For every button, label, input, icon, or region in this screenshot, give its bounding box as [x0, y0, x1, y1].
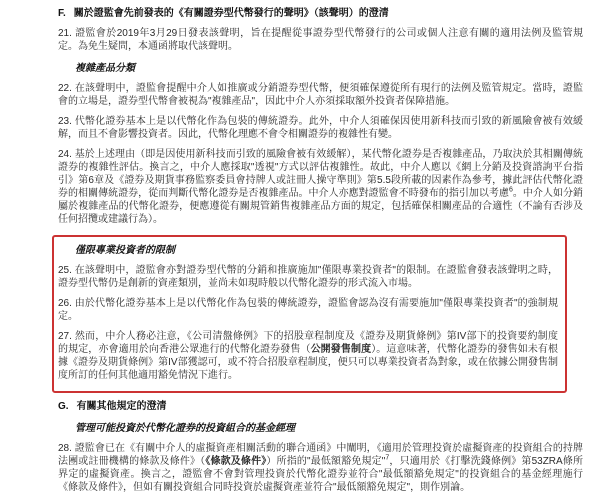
paragraph-21: 21. 證監會於2019年3月29日發表該聲明，旨在提醒從事證券型代幣發行的公司或個人注意有關的適用法例及監管規定。為免生疑問，本通函將取代該聲明。: [58, 28, 583, 52]
section-f-heading: [58, 7, 583, 20]
text-run: 27. 然而，中介人務必注意，《公司清盤條例》下的招股章程制度及《證券及期貨條例》第IV部下的投資要約制度的規定，亦會適用於向香港公眾進行的代幣化證券發售（: [58, 331, 558, 355]
highlight-box: [52, 235, 567, 393]
subheading-professional-investors-restriction: 僅限專業投資者的限制: [75, 245, 175, 256]
paragraph-24: [58, 148, 583, 226]
text-run: ，只適用於《打擊洗錢條例》第53ZRA條所界定的虛擬資產。換言之，證監會不會對管理投資於代幣化證券並符合"最低額豁免規定"的投資組合的基金經理施行《條款及條件》，但如有關投資組合同時投資於虛擬資產並符合"最低額豁免規定"，則作別論。: [58, 456, 584, 493]
section-f-number: F.: [58, 8, 66, 19]
text-run: ）所指的"最低額豁免規定": [266, 456, 386, 467]
section-g-number: G.: [58, 401, 69, 412]
text-run: 28. 證監會已在《有關中介人的虛擬資產相關活動的聯合通函》中闡明，《適用於管理投資於虛擬資產的投資組合的持牌法團或註冊機構的條款及條件》（: [58, 443, 583, 467]
text-run: ）。這意味著，代幣化證券的發售如未有根據《證券及期貨條例》第IV部獲認可，或不符合招股章程制度，便只可以專業投資者為對象，或在依據公開發售制度所訂的任何其他適用豁免情況下進行。: [58, 344, 559, 381]
section-g-title: 有關其他規定的澄清: [76, 401, 167, 412]
footnote-reference: 6: [508, 186, 513, 194]
paragraph-27: [58, 330, 558, 382]
section-g-heading: [58, 400, 583, 413]
paragraph-28: [58, 442, 583, 494]
text-run: 24. 基於上述理由（即是因使用新科技而引致的風險會被有效緩解），某代幣化證券是否複雜產品，乃取決於其相關傳統證券的複雜性評估。換言之，中介人應採取"透視"方式以評估複雜性。故此，中介人應以《網上分銷及投資諮詢平台指引》第6章及《證券及期貨事務監察委員會持牌人或註冊人操守準則》第5.5段所載的因素作為參考，據此評估代幣化證券的相關傳統證券，從而判斷代幣化證券是否複雜產品。中介人亦應對證監會不時發布的指引加以考慮: [58, 149, 583, 199]
subheading-complex-products: 複雜產品分類: [75, 63, 135, 74]
paragraph-22: 22. 在該聲明中，證監會提醒中介人如推廣或分銷證券型代幣，便須確保遵從所有現行的法例及監管規定。當時，證監會的立場是，證券型代幣會被視為"複雜產品"，因此中介人亦須採取額外投資者保障措施。: [58, 83, 583, 107]
subheading-fund-managers: 管理可能投資於代幣化證券的投資組合的基金經理: [75, 423, 295, 434]
footnote-reference: 7: [385, 454, 390, 462]
text-run: 。中介人如分銷屬於複雜產品的代幣化證券，便應遵從有關規管銷售複雜產品方面的規定，包括確保相關產品的合適性（不論有否涉及任何招攬或建議行為）。: [58, 188, 584, 225]
paragraph-26: 26. 由於代幣化證券基本上是以代幣化作為包裝的傳統證券，證監會認為沒有需要施加"僅限專業投資者"的強制規定。: [58, 298, 558, 322]
text-run: 《條款及條件》: [205, 456, 267, 467]
text-run: 公開發售制度: [310, 344, 372, 355]
paragraph-23: 23. 代幣化證券基本上是以代幣化作為包裝的傳統證券。此外，中介人須確保因使用新科技而引致的新風險會被有效緩解，而且不會影響投資者。因此，代幣化理應不會令相關證券的複雜性有變。: [58, 116, 583, 140]
paragraph-25: 25. 在該聲明中，證監會亦對證券型代幣的分銷和推廣施加"僅限專業投資者"的限制。在證監會發表該聲明之時，證券型代幣仍是創新的資產類別，並尚未如現時般以代幣化證券的形式流入市場。: [58, 265, 558, 289]
section-f-title: 關於證監會先前發表的《有關證券型代幣發行的聲明》（該聲明）的澄清: [73, 8, 389, 19]
